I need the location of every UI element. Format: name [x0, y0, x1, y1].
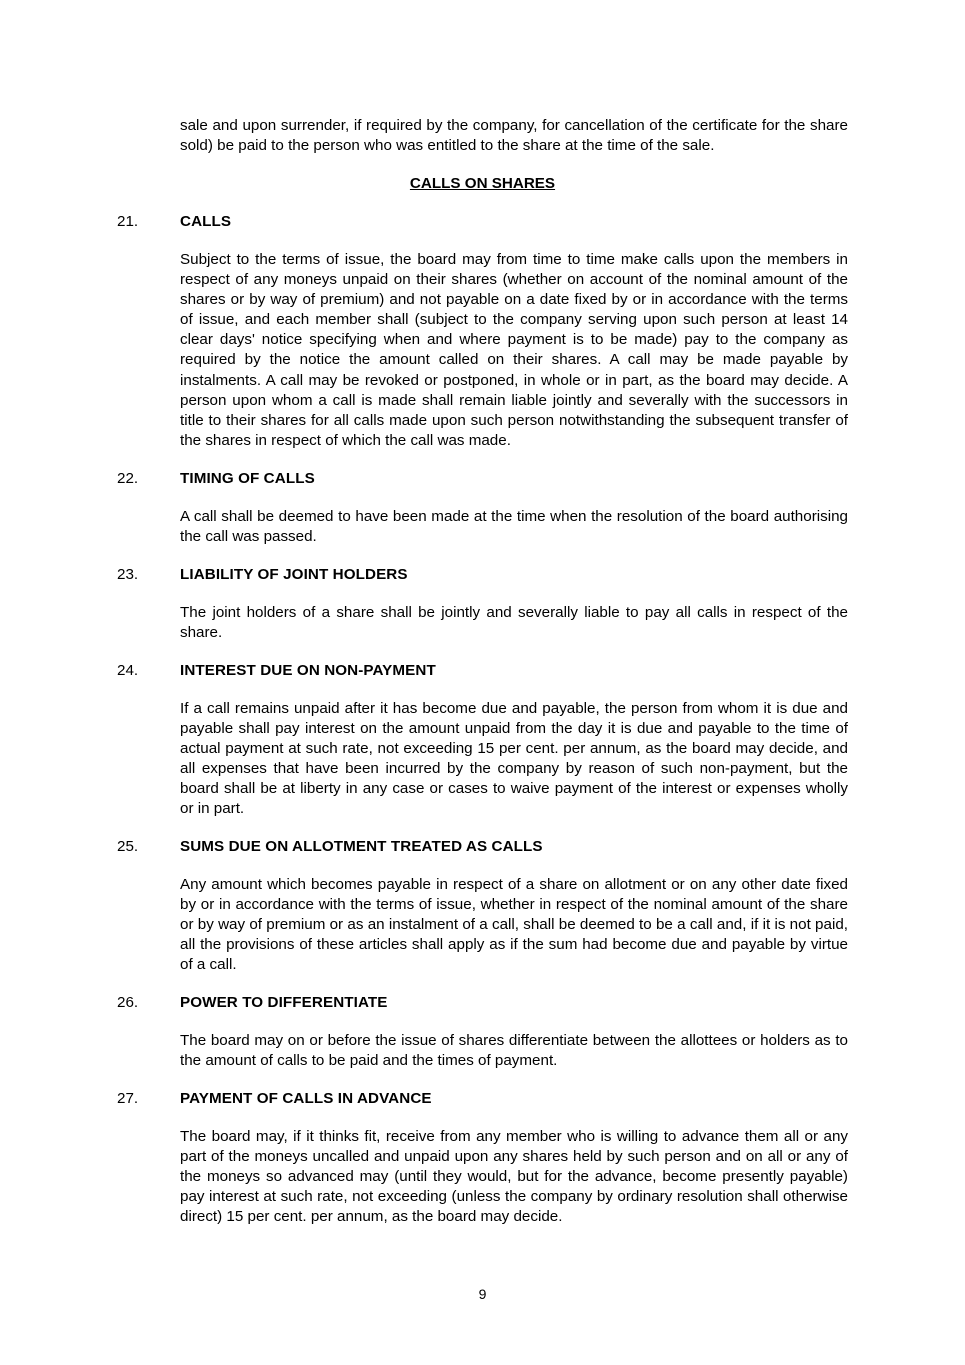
- clause-body: If a call remains unpaid after it has become due and payable, the person from whom it is due and payable shall pay interest on the amount unpaid from the day it is due and payable to the time of actual payment at such rate, not exceeding 15 per cent. per annum, as the board may decide, and all expenses that have been incurred by the company by reason of such non-payment, but the board shall be at liberty in any case or cases to waive payment of the interest or expenses wholly or in part.: [180, 700, 848, 818]
- clause-heading: POWER TO DIFFERENTIATE: [180, 994, 388, 1011]
- continuation-paragraph: sale and upon surrender, if required by the company, for cancellation of the certificate for the share sold) be paid to the person who was entitled to the share at the time of the sale.: [180, 117, 848, 155]
- clause-body: The board may, if it thinks fit, receive from any member who is willing to advance them all or any part of the moneys uncalled and unpaid upon any shares held by such person and on all or any of the moneys so advanced may (until they would, but for the advance, become presently payable) pay interest at such rate, not exceeding (unless the company by ordinary resolution shall otherwise direct) 15 per cent. per annum, as the board may decide.: [180, 1128, 848, 1226]
- clause-body: The board may on or before the issue of shares differentiate between the allottees or holders as to the amount of calls to be paid and the times of payment.: [180, 1032, 848, 1070]
- clause-number: 25.: [117, 838, 139, 855]
- clause-heading: TIMING OF CALLS: [180, 470, 315, 487]
- clause-number: 21.: [117, 213, 139, 230]
- clause-heading: SUMS DUE ON ALLOTMENT TREATED AS CALLS: [180, 838, 543, 855]
- clause-body: A call shall be deemed to have been made at the time when the resolution of the board authorising the call was passed.: [180, 508, 848, 546]
- clause-number: 27.: [117, 1090, 139, 1107]
- clause-number: 22.: [117, 470, 139, 487]
- clause-heading: INTEREST DUE ON NON-PAYMENT: [180, 662, 436, 679]
- clause-body: Any amount which becomes payable in respect of a share on allotment or on any other date fixed by or in accordance with the terms of issue, whether in respect of the nominal amount of the share or by way of premium or as an instalment of a call, shall be deemed to be a call and, if it is not paid, all the provisions of these articles shall apply as if the sum had become due and payable by virtue of a call.: [180, 876, 848, 974]
- clause-number: 26.: [117, 994, 139, 1011]
- clause-heading: PAYMENT OF CALLS IN ADVANCE: [180, 1090, 432, 1107]
- section-title: CALLS ON SHARES: [409, 175, 556, 192]
- page-number: 9: [478, 1286, 487, 1302]
- clause-body: Subject to the terms of issue, the board may from time to time make calls upon the members in respect of any moneys unpaid on their shares (whether on account of the nominal amount of the shares or by way of premium) and not payable on a date fixed by or in accordance with the terms of issue, and each member shall (subject to the company serving upon such person at least 14 clear days' notice specifying when and where payment is to be made) pay to the company as required by the notice the amount called on their shares. A call may be made payable by instalments. A call may be revoked or postponed, in whole or in part, as the board may decide. A person upon whom a call is made shall remain liable jointly and severally with the successors in title to their shares for all calls made upon such person notwithstanding the subsequent transfer of the shares in respect of which the call was made.: [180, 251, 848, 449]
- clause-number: 24.: [117, 662, 139, 679]
- clause-heading: CALLS: [180, 213, 232, 230]
- clause-heading: LIABILITY OF JOINT HOLDERS: [180, 566, 408, 583]
- clause-number: 23.: [117, 566, 139, 583]
- clause-body: The joint holders of a share shall be jointly and severally liable to pay all calls in respect of the share.: [180, 604, 848, 642]
